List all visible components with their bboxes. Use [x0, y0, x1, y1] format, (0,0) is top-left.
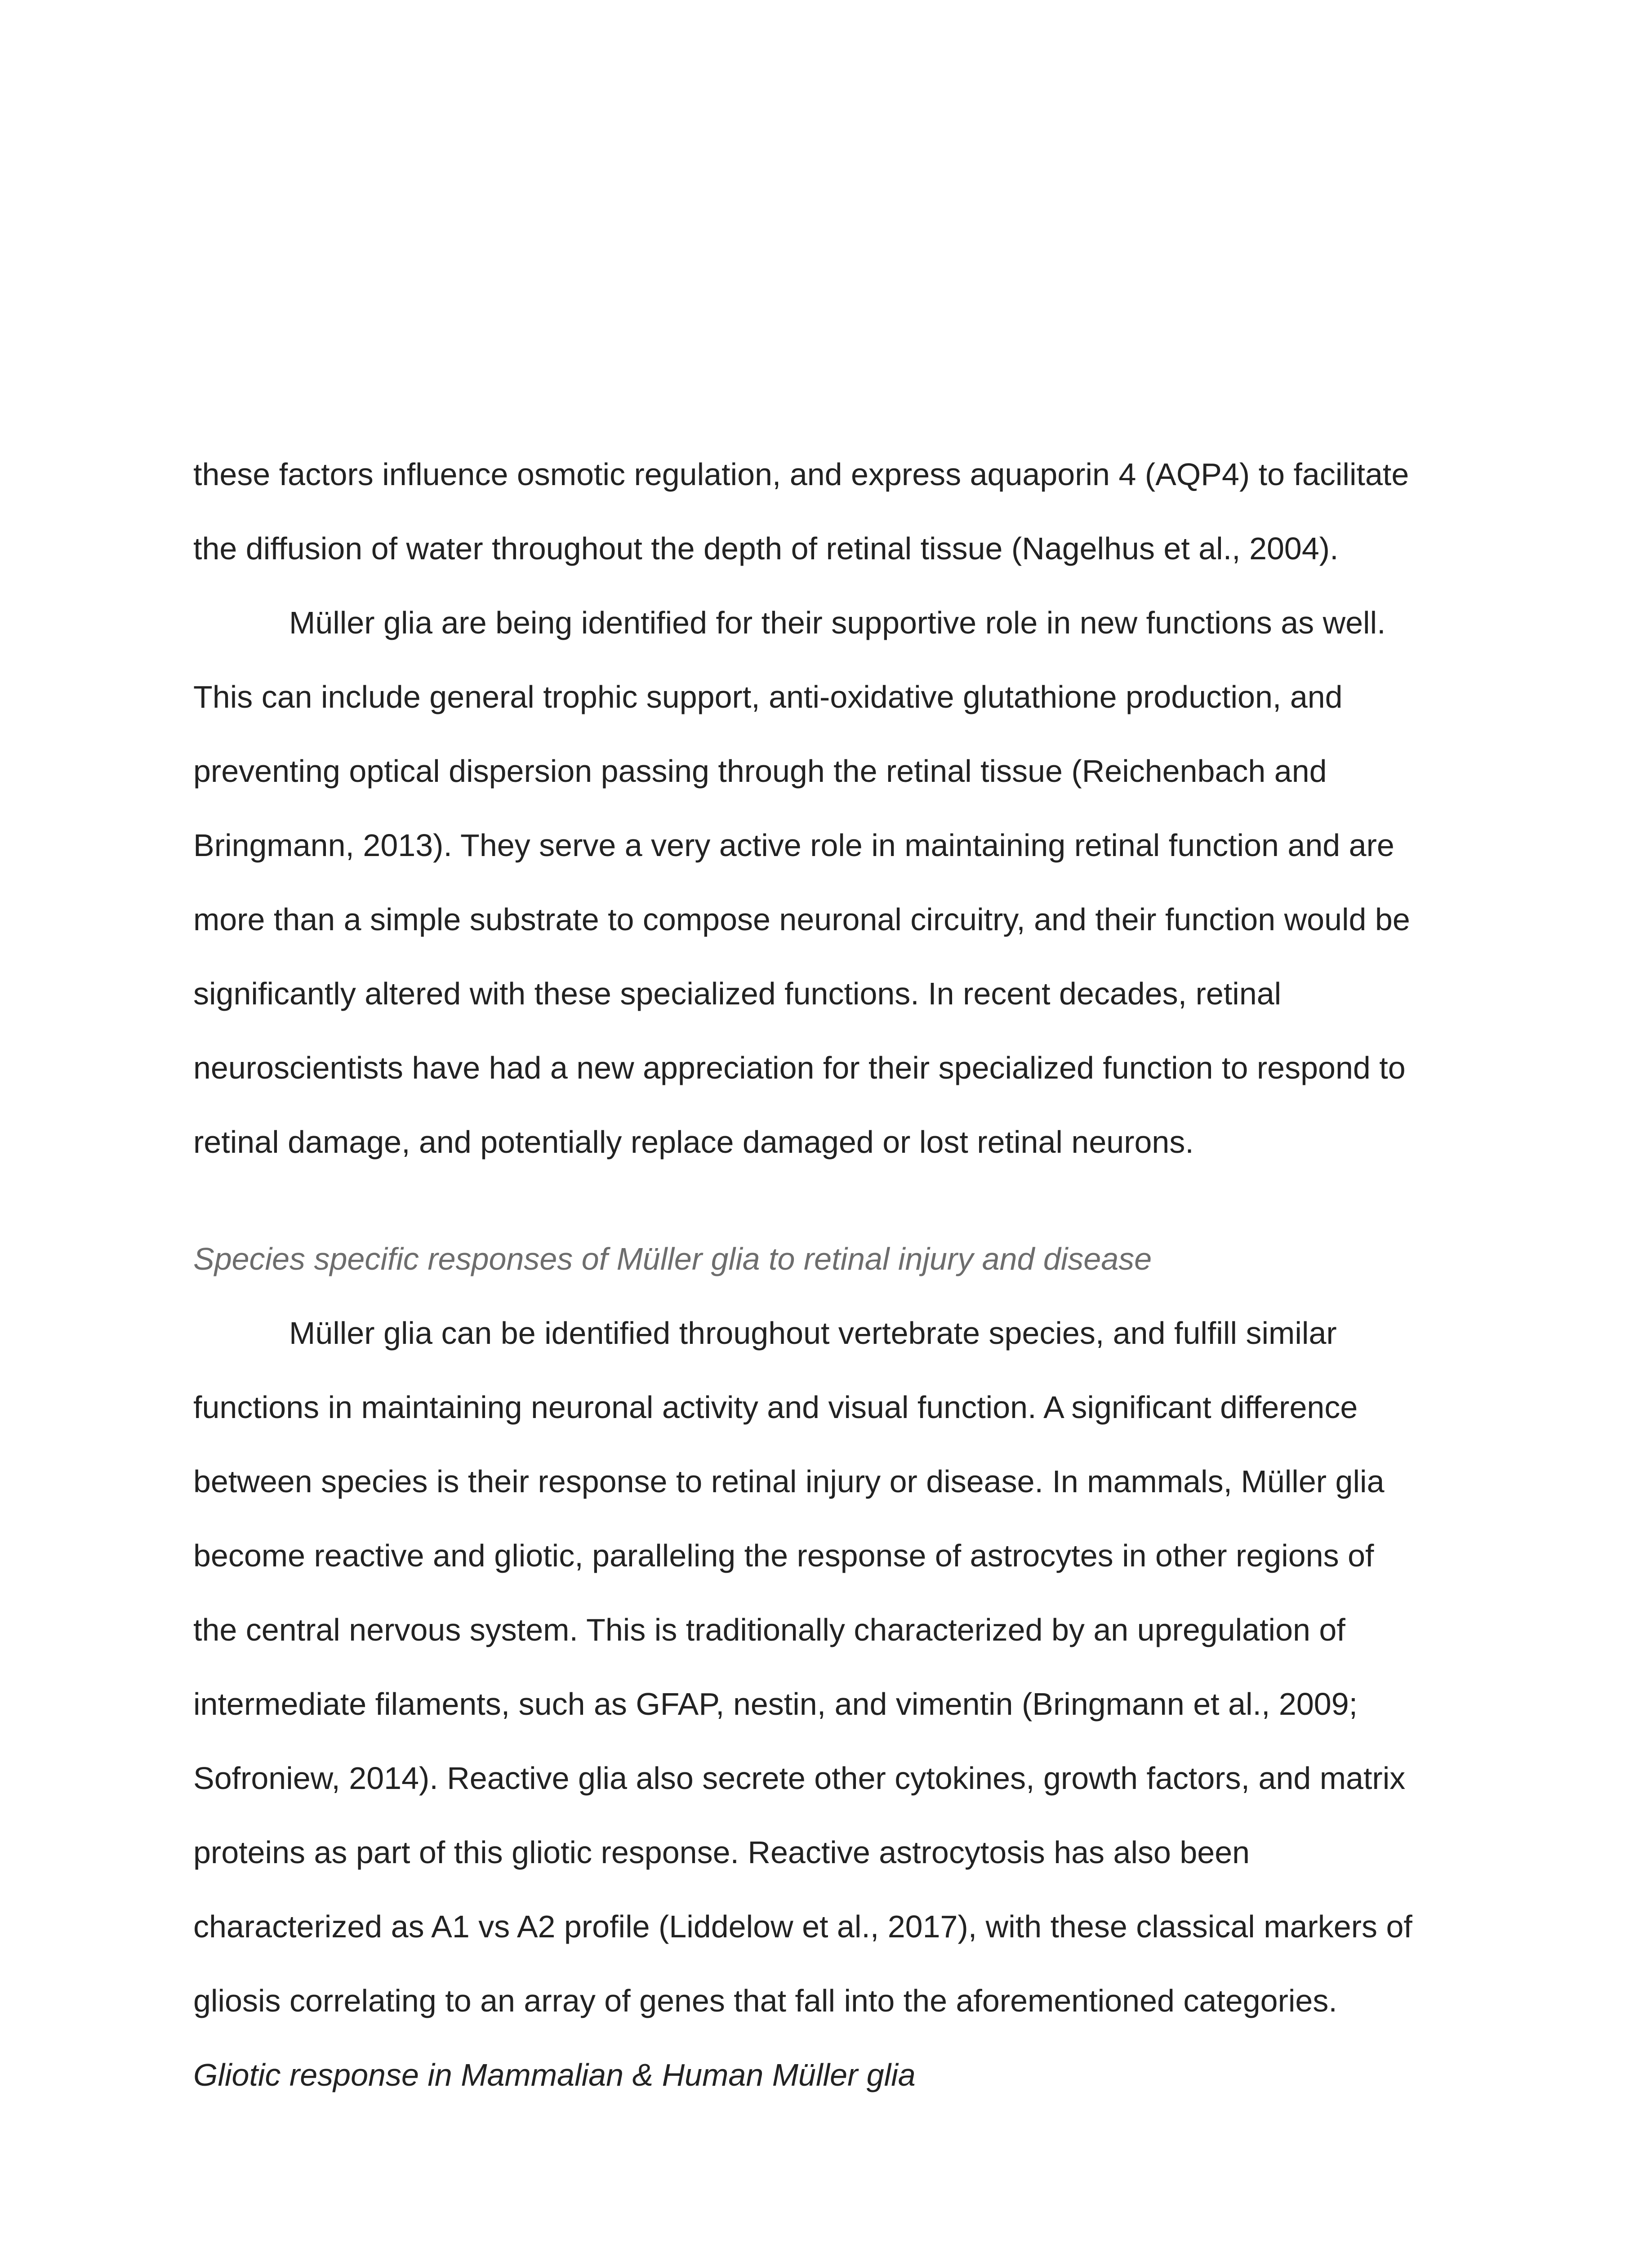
text-line: Müller glia are being identified for their supportive role in new functions as well. — [289, 605, 1386, 640]
text-line: neuroscientists have had a new appreciation for their specialized function to respond to — [193, 1050, 1406, 1085]
text-line: significantly altered with these specialized functions. In recent decades, retinal — [193, 976, 1282, 1011]
text-line: preventing optical dispersion passing through the retinal tissue (Reichenbach and — [193, 754, 1327, 789]
paragraph-1 — [193, 450, 1461, 598]
text-line: functions in maintaining neuronal activity and visual function. A significant difference — [193, 1390, 1358, 1425]
text-line: intermediate filaments, such as GFAP, nestin, and vimentin (Bringmann et al., 2009; — [193, 1686, 1358, 1722]
text-line: Müller glia can be identified throughout vertebrate species, and fulfill similar — [289, 1316, 1337, 1351]
text-line: characterized as A1 vs A2 profile (Liddelow et al., 2017), with these classical markers of — [193, 1909, 1412, 1944]
text-line: become reactive and gliotic, paralleling the response of astrocytes in other regions of — [193, 1538, 1374, 1573]
text-line: the central nervous system. This is traditionally characterized by an upregulation of — [193, 1612, 1345, 1647]
text-line: gliosis correlating to an array of genes that fall into the aforementioned categories. — [193, 1983, 1337, 2018]
text-line: Bringmann, 2013). They serve a very active role in maintaining retinal function and are — [193, 828, 1394, 863]
paragraph-3 — [193, 1308, 1461, 2050]
page-body — [193, 450, 1461, 2124]
paragraph-2 — [193, 598, 1461, 1191]
text-line: This can include general trophic support, anti-oxidative glutathione production, and — [193, 679, 1343, 714]
section-heading: Species specific responses of Müller glia to retinal injury and disease — [193, 1241, 1152, 1276]
text-line: Sofroniew, 2014). Reactive glia also secrete other cytokines, growth factors, and matrix — [193, 1761, 1406, 1796]
text-line: retinal damage, and potentially replace damaged or lost retinal neurons. — [193, 1124, 1194, 1160]
text-line: these factors influence osmotic regulation, and express aquaporin 4 (AQP4) to facilitate — [193, 457, 1409, 492]
text-line: proteins as part of this gliotic response. Reactive astrocytosis has also been — [193, 1835, 1250, 1870]
text-line: more than a simple substrate to compose neuronal circuitry, and their function would be — [193, 902, 1410, 937]
text-line: the diffusion of water throughout the depth of retinal tissue (Nagelhus et al., 2004). — [193, 531, 1339, 566]
text-line: between species is their response to retinal injury or disease. In mammals, Müller glia — [193, 1464, 1385, 1499]
subsection-heading: Gliotic response in Mammalian & Human Müller glia — [193, 2057, 916, 2092]
